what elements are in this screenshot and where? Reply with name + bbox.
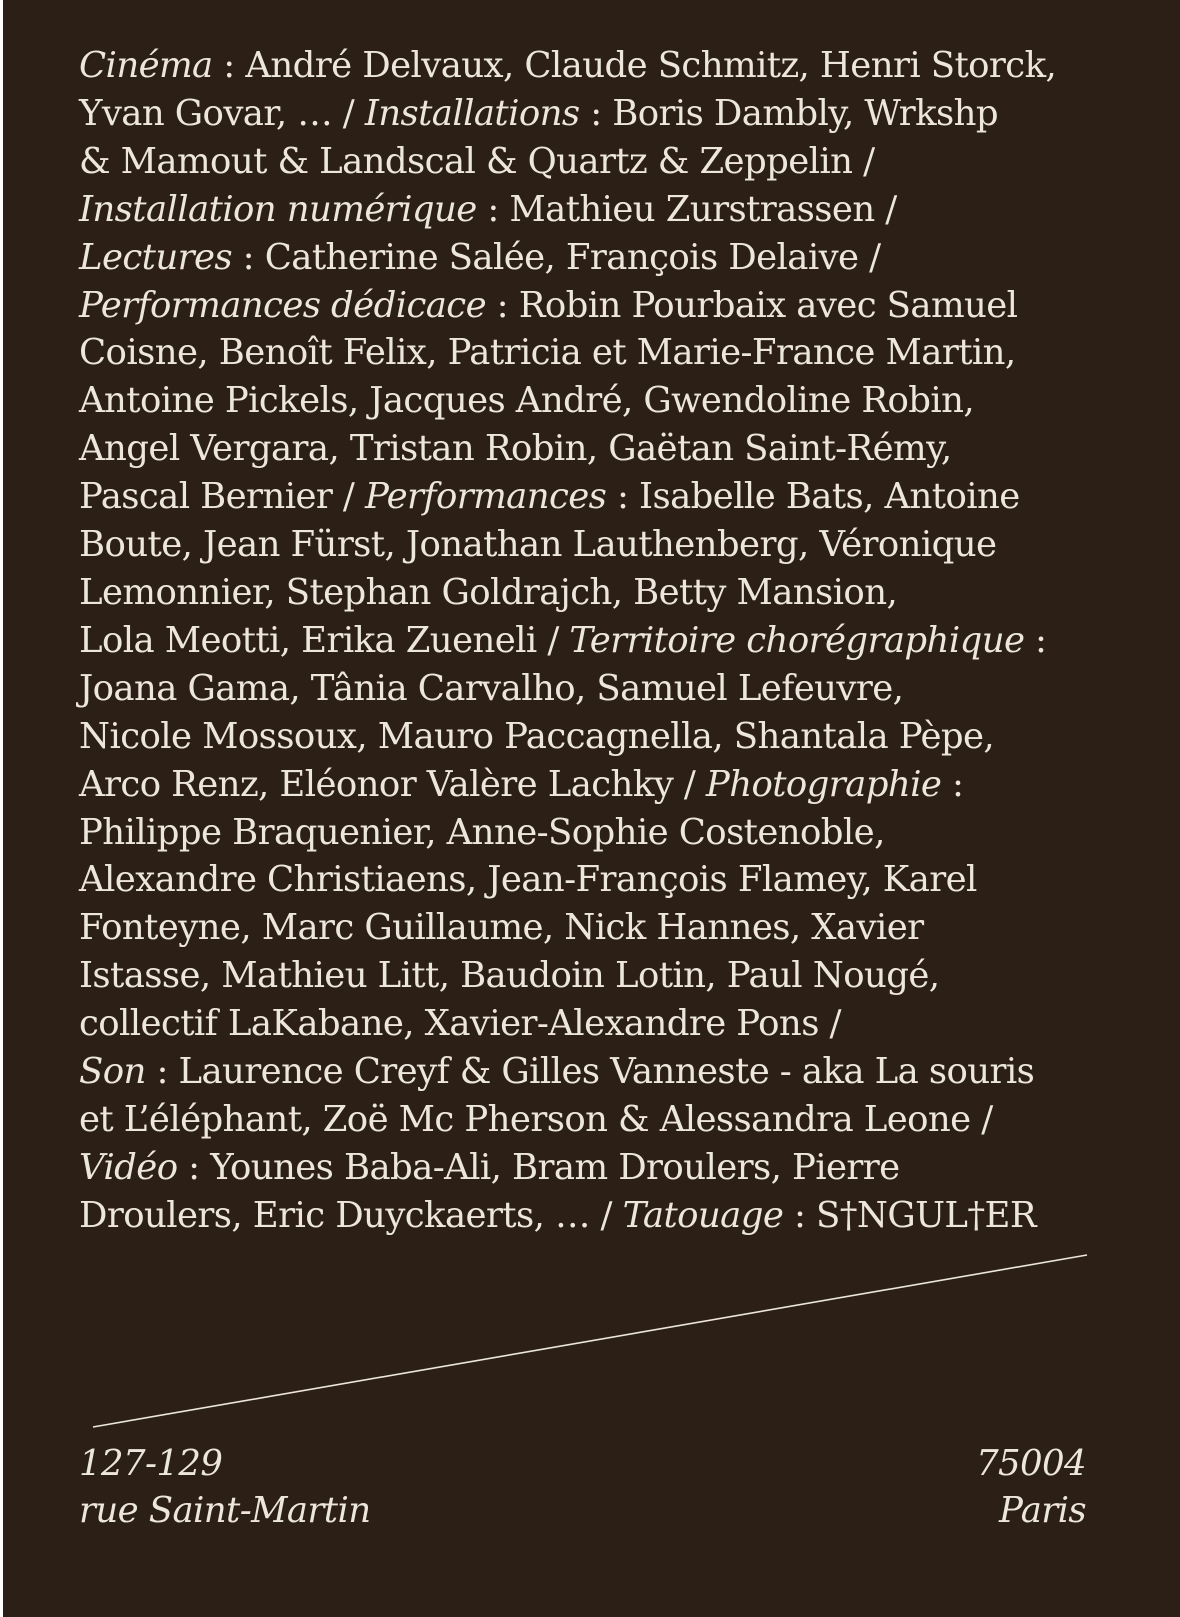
- postcode: 75004: [976, 1443, 1086, 1484]
- category-label: Lectures: [79, 236, 232, 278]
- street-number: 127-129: [79, 1443, 223, 1484]
- credits-names: Boute, Jean Fürst, Jonathan Lauthenberg, Véronique: [79, 524, 997, 566]
- category-label: Vidéo: [79, 1146, 178, 1188]
- category-label: Photographie: [705, 763, 942, 805]
- category-label: Performances dédicace: [79, 284, 486, 326]
- credits-names: : Isabelle Bats, Antoine: [606, 476, 1020, 518]
- credits-names: Pascal Bernier /: [79, 476, 365, 518]
- credits-names: Coisne, Benoît Felix, Patricia et Marie-France Martin,: [79, 332, 1016, 374]
- credits-names: Joana Gama, Tânia Carvalho, Samuel Lefeuvre,: [79, 667, 904, 709]
- category-label: Tatouage: [622, 1194, 784, 1236]
- category-label: Performances: [364, 476, 607, 518]
- credits-names: :: [1024, 619, 1047, 661]
- credits-names: :: [941, 763, 964, 805]
- address-street: [79, 1440, 370, 1534]
- category-label: Installations: [364, 92, 580, 134]
- credits-names: Istasse, Mathieu Litt, Baudoin Lotin, Paul Nougé,: [79, 955, 940, 997]
- credits-names: et L’éléphant, Zoë Mc Pherson & Alessandra Leone /: [79, 1098, 993, 1140]
- credits-names: Alexandre Christiaens, Jean-François Flamey, Karel: [79, 859, 977, 901]
- credits-names: : Boris Dambly, Wrkshp: [579, 92, 998, 134]
- category-label: Installation numérique: [79, 188, 477, 230]
- credits-names: : Laurence Creyf & Gilles Vanneste - aka La souris: [145, 1051, 1035, 1093]
- credits-names: Droulers, Eric Duyckaerts, … /: [79, 1194, 623, 1236]
- credits-names: : Younes Baba-Ali, Bram Droulers, Pierre: [177, 1146, 900, 1188]
- credits-names: : Mathieu Zurstrassen /: [476, 188, 897, 230]
- credits-names: Arco Renz, Eléonor Valère Lachky /: [79, 763, 706, 805]
- credits-names: : S†NGUL†ER: [783, 1194, 1037, 1236]
- credits-names: Nicole Mossoux, Mauro Paccagnella, Shantala Pèpe,: [79, 715, 995, 757]
- address-city: [976, 1440, 1086, 1534]
- credits-names: : Robin Pourbaix avec Samuel: [486, 284, 1018, 326]
- credits-names: Yvan Govar, … /: [79, 92, 365, 134]
- category-label: Cinéma: [79, 45, 213, 86]
- credits-names: Fonteyne, Marc Guillaume, Nick Hannes, Xavier: [79, 907, 924, 949]
- category-label: Son: [79, 1051, 146, 1093]
- credits-names: : André Delvaux, Claude Schmitz, Henri Storck,: [212, 45, 1057, 86]
- credits-names: Angel Vergara, Tristan Robin, Gaëtan Saint-Rémy,: [79, 428, 952, 470]
- city-name: Paris: [999, 1490, 1086, 1531]
- diagonal-line: [93, 1255, 1087, 1427]
- credits-names: & Mamout & Landscal & Quartz & Zeppelin /: [79, 140, 875, 182]
- credits-names: Philippe Braquenier, Anne-Sophie Costenoble,: [79, 811, 885, 853]
- street-name: rue Saint-Martin: [79, 1490, 371, 1531]
- credits-names: collectif LaKabane, Xavier-Alexandre Pons /: [79, 1003, 841, 1045]
- credits-names: : Catherine Salée, François Delaive /: [232, 236, 881, 278]
- credits-names: Lemonnier, Stephan Goldrajch, Betty Mansion,: [79, 571, 898, 613]
- credits-names: Antoine Pickels, Jacques André, Gwendoline Robin,: [79, 380, 975, 422]
- credits-names: Lola Meotti, Erika Zueneli /: [79, 619, 570, 661]
- category-label: Territoire chorégraphique: [569, 619, 1025, 661]
